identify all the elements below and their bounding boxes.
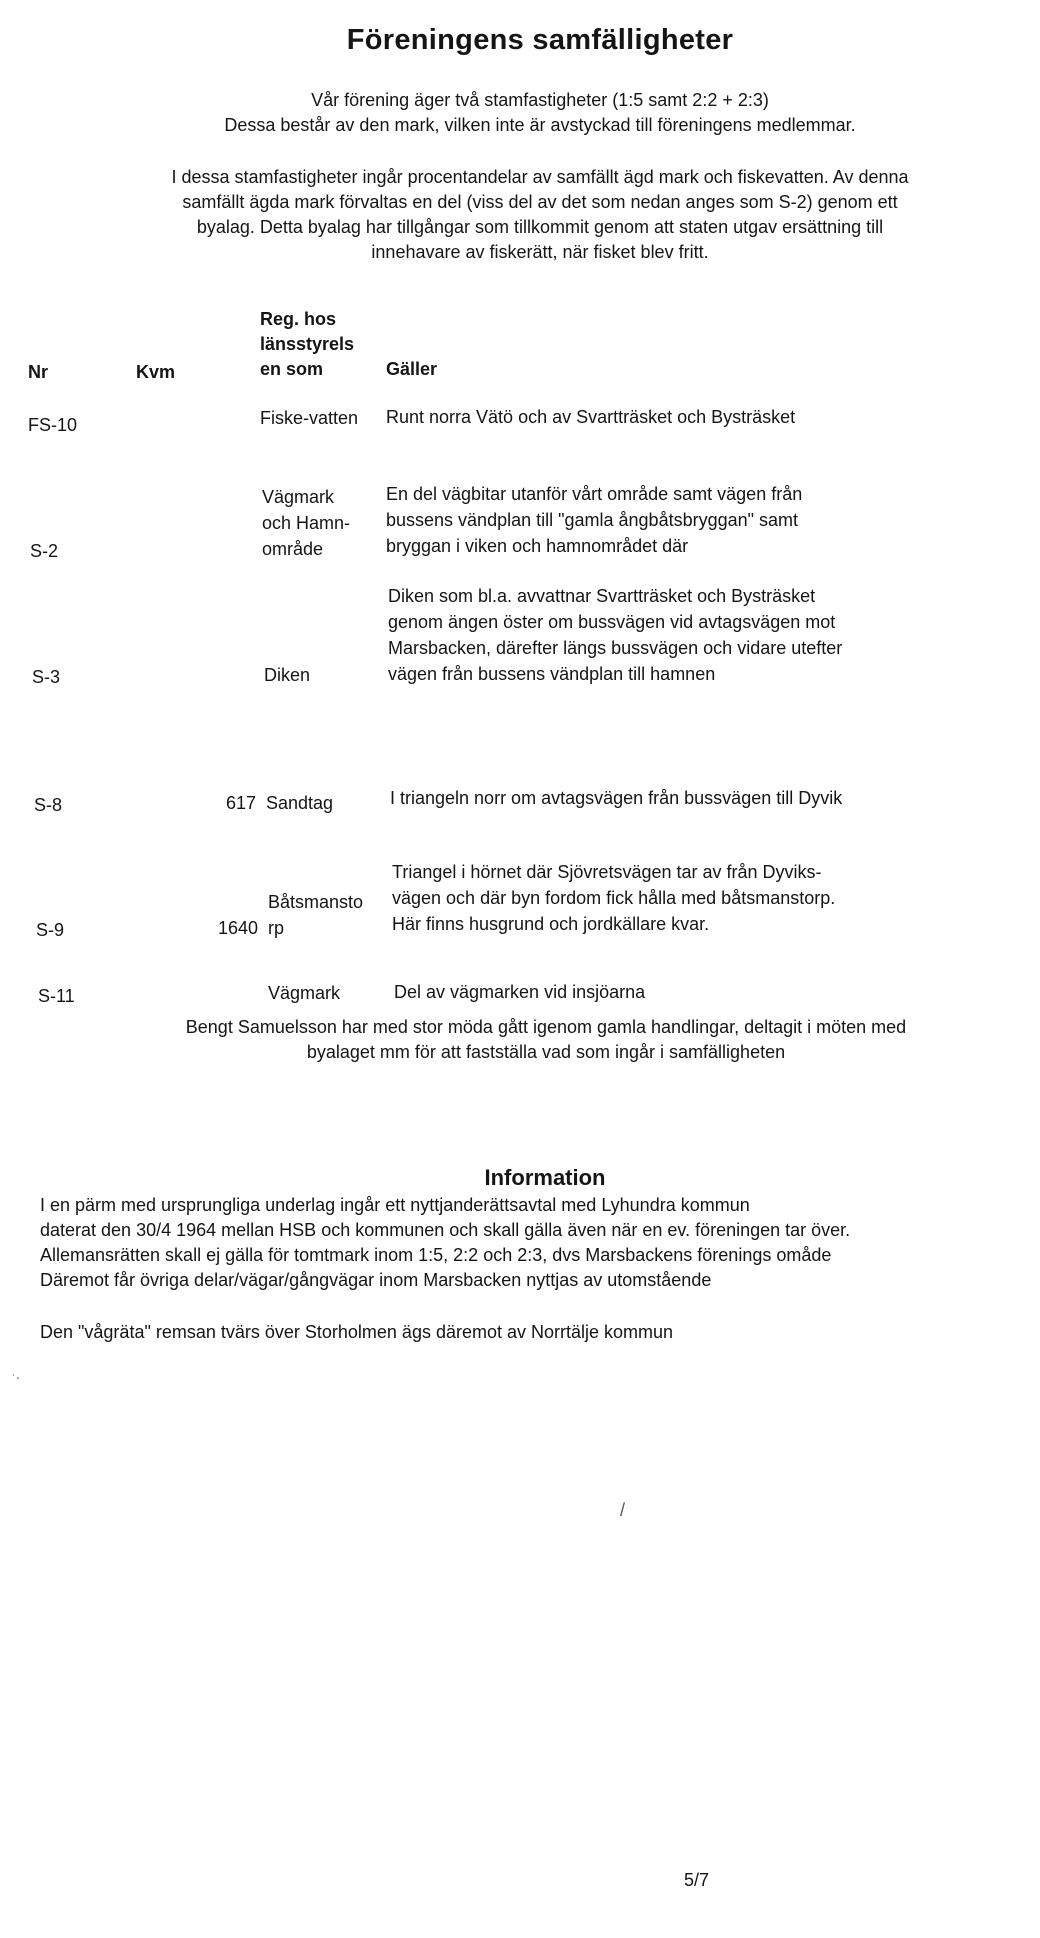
row-kvm: 617 (225, 793, 256, 813)
row-nr: S-8 (34, 795, 63, 815)
row-nr: FS-10 (28, 415, 78, 435)
paragraph-line-4: innehavare av fiskerätt, när fisket blev fritt. (371, 242, 709, 262)
row-reg: Sandtag (266, 793, 334, 813)
page-title: Föreningens samfälligheter (346, 24, 734, 56)
row-nr: S-11 (38, 986, 75, 1006)
row-galler: Här finns husgrund och jordkällare kvar. (392, 914, 710, 934)
information-line-4: Däremot får övriga delar/vägar/gångvägar inom Marsbacken nyttjas av utomstående (40, 1270, 712, 1290)
information-title: Information (484, 1165, 606, 1190)
information-line-2: daterat den 30/4 1964 mellan HSB och kommunen och skall gälla även när en ev. föreningen tar över. (40, 1220, 851, 1240)
header-reg-line-3: en som (260, 359, 324, 379)
paragraph-line-3: byalag. Detta byalag har tillgångar som tillkommit genom att staten utgav ersättning till (196, 217, 884, 237)
row-galler: vägen och där byn fordom fick hålla med båtsmanstorp. (392, 888, 836, 908)
page-number: 5/7 (684, 1870, 710, 1890)
row-galler: Del av vägmarken vid insjöarna (394, 982, 646, 1002)
header-reg-line-2: länsstyrels (260, 334, 355, 354)
scan-speck: ˙‧ (12, 1372, 20, 1386)
row-reg: och Hamn- (262, 513, 351, 533)
header-kvm: Kvm (136, 362, 176, 382)
header-reg-line-1: Reg. hos (260, 309, 337, 329)
paragraph-line-1: I dessa stamfastigheter ingår procentandelar av samfällt ägd mark och fiskevatten. Av denna (171, 167, 909, 187)
row-reg: rp (268, 918, 285, 938)
intro-line-1: Vår förening äger två stamfastigheter (1:5 samt 2:2 + 2:3) (311, 90, 769, 110)
information-line-1: I en pärm med ursprungliga underlag ingår ett nyttjanderättsavtal med Lyhundra kommun (40, 1195, 750, 1215)
information-line-5: Den "vågräta" remsan tvärs över Storholmen ägs däremot av Norrtälje kommun (40, 1322, 674, 1342)
row-galler: Diken som bl.a. avvattnar Svartträsket och Bysträsket (388, 586, 816, 606)
row-galler: I triangeln norr om avtagsvägen från bussvägen till Dyvik (390, 788, 843, 808)
note-line-2: byalaget mm för att fastställa vad som ingår i samfälligheten (306, 1042, 786, 1062)
row-galler: genom ängen öster om bussvägen vid avtagsvägen mot (388, 612, 836, 632)
row-reg: Vägmark (268, 983, 341, 1003)
row-reg: Båtsmansto (268, 892, 364, 912)
row-galler: bussens vändplan till "gamla ångbåtsbryggan" samt (386, 510, 799, 530)
header-galler: Gäller (386, 359, 438, 379)
row-galler: En del vägbitar utanför vårt område samt vägen från (386, 484, 803, 504)
row-reg: Diken (264, 665, 311, 685)
row-galler: Runt norra Vätö och av Svartträsket och Bysträsket (386, 407, 796, 427)
row-nr: S-3 (32, 667, 61, 687)
note-line-1: Bengt Samuelsson har med stor möda gått igenom gamla handlingar, deltagit i möten med (185, 1017, 907, 1037)
scan-mark: / (620, 1500, 626, 1520)
information-line-3: Allemansrätten skall ej gälla för tomtmark inom 1:5, 2:2 och 2:3, dvs Marsbackens förenings omåde (40, 1245, 832, 1265)
row-reg: område (262, 539, 324, 559)
row-reg: Fiske-vatten (260, 408, 359, 428)
row-nr: S-2 (30, 541, 59, 561)
paragraph-line-2: samfällt ägda mark förvaltas en del (viss del av det som nedan anges som S-2) genom ett (182, 192, 898, 212)
row-galler: bryggan i viken och hamnområdet där (386, 536, 689, 556)
row-reg: Vägmark (262, 487, 335, 507)
row-galler: Marsbacken, därefter längs bussvägen och vidare utefter (388, 638, 843, 658)
row-kvm: 1640 (217, 918, 258, 938)
intro-line-2: Dessa består av den mark, vilken inte är avstyckad till föreningens medlemmar. (224, 115, 856, 135)
header-nr: Nr (28, 362, 49, 382)
row-galler: vägen från bussens vändplan till hamnen (388, 664, 716, 684)
row-nr: S-9 (36, 920, 65, 940)
row-galler: Triangel i hörnet där Sjövretsvägen tar av från Dyviks- (392, 862, 822, 882)
